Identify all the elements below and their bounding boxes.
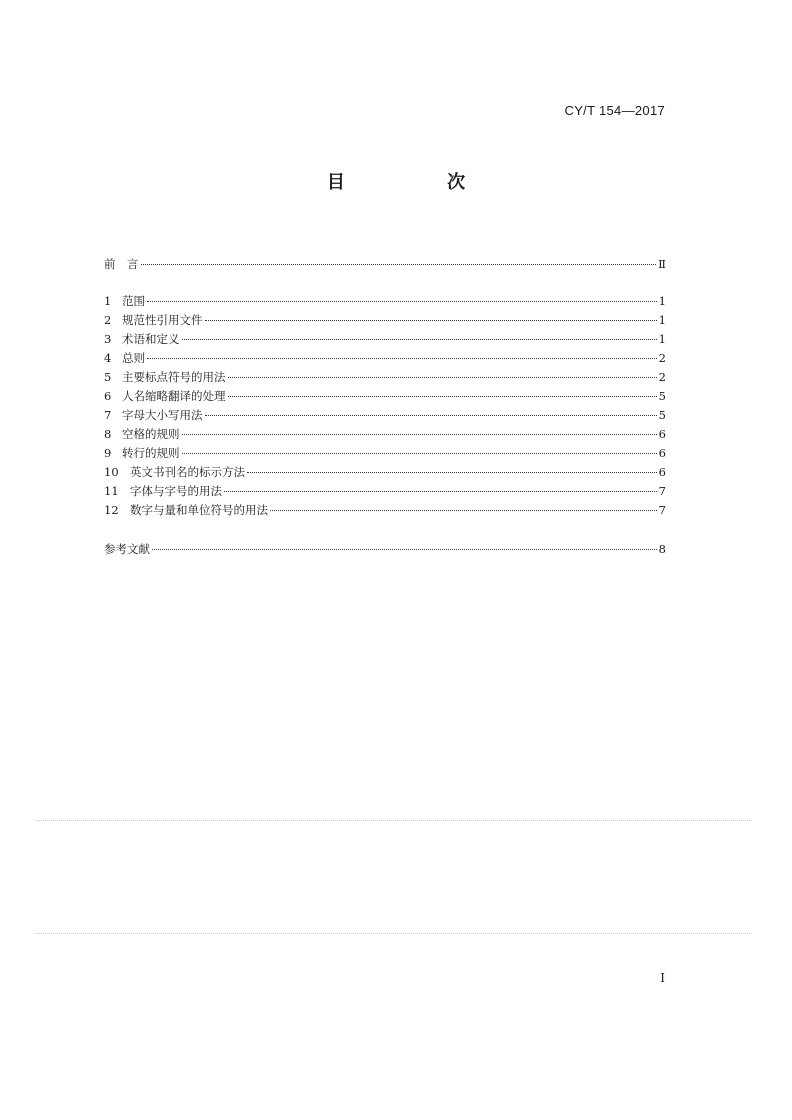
toc-entry-page: 7 — [658, 484, 666, 498]
dot-leader — [182, 338, 657, 340]
dot-leader — [224, 490, 657, 492]
toc-entry-page: 6 — [658, 465, 666, 479]
toc-entry-2[interactable] — [104, 311, 666, 330]
toc-entry-number: 12 — [104, 503, 119, 517]
toc-entry-page: 1 — [658, 294, 666, 308]
toc-entry-4[interactable] — [104, 349, 666, 368]
toc-entry-label: 术语和定义 — [122, 332, 180, 346]
toc-entry-label: 空格的规则 — [122, 427, 180, 441]
toc-entry-number: 1 — [104, 294, 112, 308]
toc-entry-label: 英文书刊名的标示方法 — [130, 465, 245, 479]
toc-entry-5[interactable] — [104, 368, 666, 387]
dot-leader — [152, 548, 657, 550]
dot-leader — [228, 376, 657, 378]
divider-line — [36, 820, 752, 821]
dot-leader — [228, 395, 657, 397]
dot-leader — [205, 414, 657, 416]
toc-entry-page: 2 — [658, 351, 666, 365]
dot-leader — [205, 319, 657, 321]
toc-entry-page: 6 — [658, 446, 666, 460]
dot-leader — [147, 357, 657, 359]
toc-entry-page: 6 — [658, 427, 666, 441]
document-code: CY/T 154—2017 — [564, 103, 665, 118]
toc-entry-number: 8 — [104, 427, 112, 441]
toc-preface-block — [104, 255, 666, 274]
toc-entry-page: 1 — [658, 332, 666, 346]
toc-entry-12[interactable] — [104, 501, 666, 520]
toc-entry-number: 9 — [104, 446, 112, 460]
toc-entry-3[interactable] — [104, 330, 666, 349]
toc-entry-label: 字母大小写用法 — [122, 408, 203, 422]
dot-leader — [270, 509, 657, 511]
toc-entry-page: 2 — [658, 370, 666, 384]
toc-entry-label: 字体与字号的用法 — [130, 484, 222, 498]
toc-entry-label: 数字与量和单位符号的用法 — [130, 503, 268, 517]
toc-entry-number: 7 — [104, 408, 112, 422]
dot-leader — [147, 300, 657, 302]
toc-entry-page: 5 — [658, 408, 666, 422]
toc-entry-page: 7 — [658, 503, 666, 517]
toc-entry-6[interactable] — [104, 387, 666, 406]
toc-entry-label: 参考文献 — [104, 542, 150, 556]
toc-entry-label: 范围 — [122, 294, 145, 308]
toc-entry-11[interactable] — [104, 482, 666, 501]
page-number: I — [660, 971, 665, 985]
divider-line — [36, 933, 752, 934]
toc-entry-1[interactable] — [104, 292, 666, 311]
toc-entry-label: 人名缩略翻译的处理 — [122, 389, 226, 403]
toc-entry-10[interactable] — [104, 463, 666, 482]
toc-entry-page: Ⅱ — [658, 257, 666, 271]
toc-entry-number: 11 — [104, 484, 119, 498]
dot-leader — [182, 452, 657, 454]
toc-chapter-list — [104, 292, 666, 520]
toc-entry-9[interactable] — [104, 444, 666, 463]
toc-entry-number: 4 — [104, 351, 112, 365]
toc-entry-number: 6 — [104, 389, 112, 403]
toc-entry-bibliography[interactable] — [104, 540, 666, 559]
toc-entry-7[interactable] — [104, 406, 666, 425]
toc-entry-preface[interactable] — [104, 255, 666, 274]
dot-leader — [247, 471, 657, 473]
toc-entry-page: 8 — [658, 542, 666, 556]
toc-entry-page: 5 — [658, 389, 666, 403]
toc-entry-label: 规范性引用文件 — [122, 313, 203, 327]
toc-entry-label: 总则 — [122, 351, 145, 365]
toc-bibliography-block — [104, 540, 666, 559]
dot-leader — [141, 263, 657, 265]
dot-leader — [182, 433, 657, 435]
toc-entry-number: 5 — [104, 370, 112, 384]
toc-entry-8[interactable] — [104, 425, 666, 444]
toc-entry-page: 1 — [658, 313, 666, 327]
toc-entry-number: 10 — [104, 465, 119, 479]
toc-entry-label: 前 言 — [104, 257, 139, 271]
toc-entry-label: 主要标点符号的用法 — [122, 370, 226, 384]
toc-entry-number: 3 — [104, 332, 112, 346]
toc-entry-label: 转行的规则 — [122, 446, 180, 460]
toc-entry-number: 2 — [104, 313, 112, 327]
toc-title: 目 次 — [326, 172, 514, 193]
